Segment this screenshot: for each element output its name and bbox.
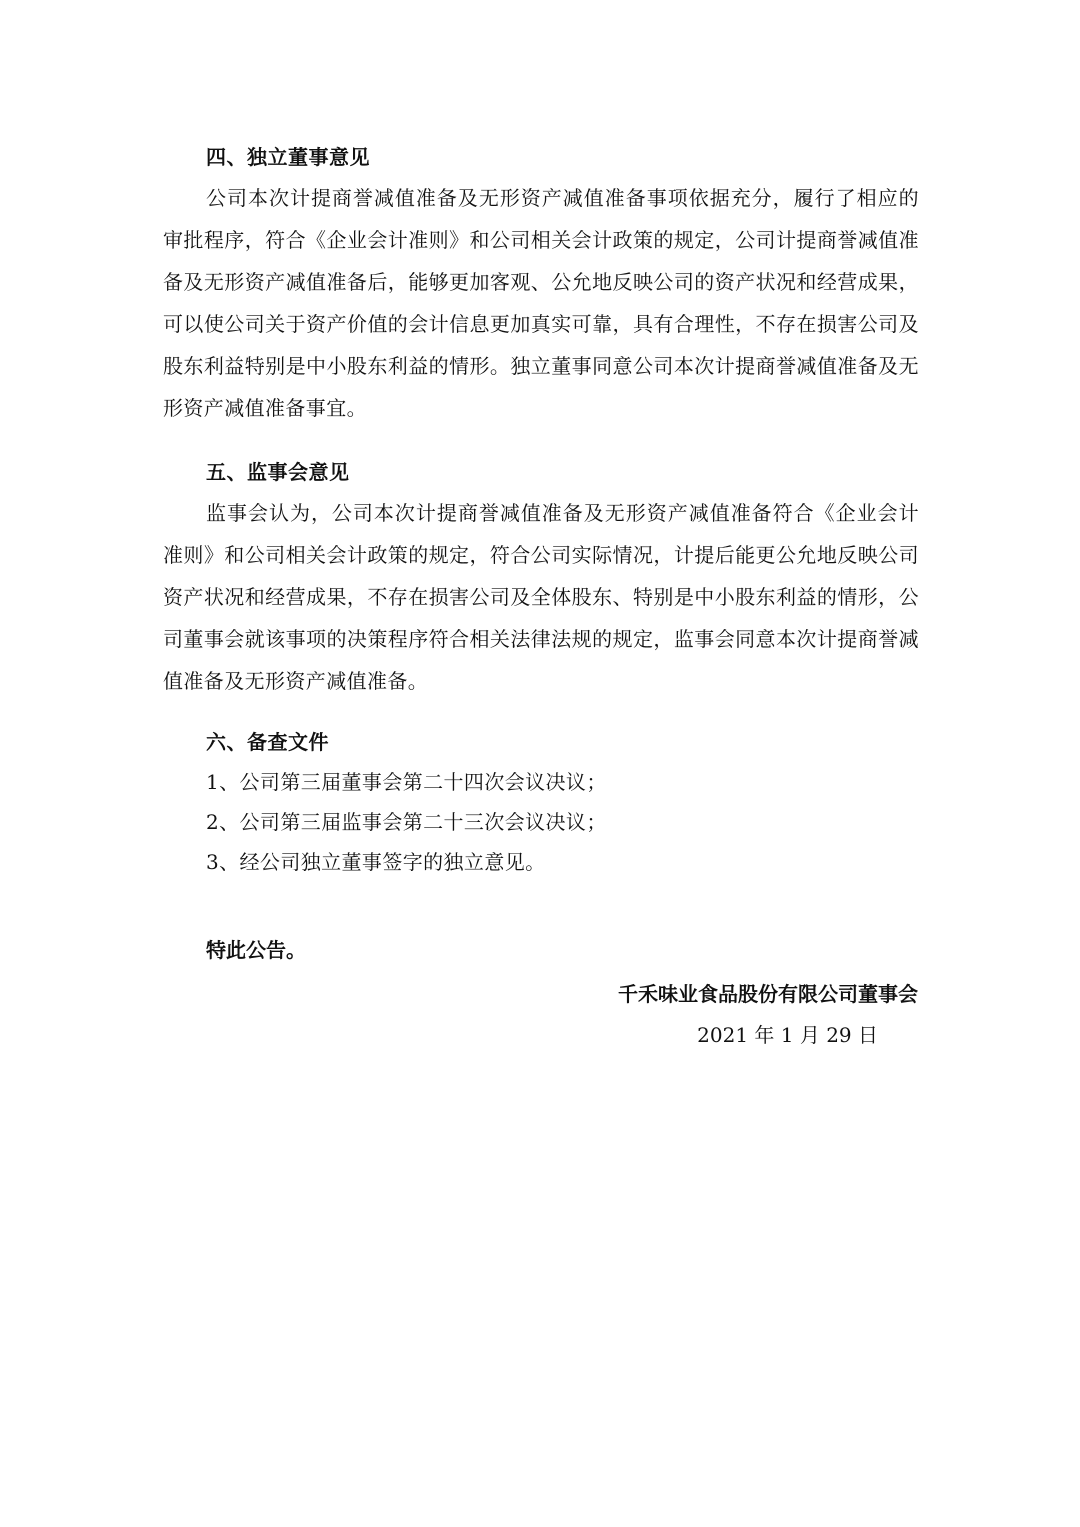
signer-name: 千禾味业食品股份有限公司董事会	[618, 982, 918, 1006]
section-heading: 六、备查文件	[206, 730, 329, 754]
closing-block	[163, 930, 919, 970]
section-heading: 五、监事会意见	[206, 460, 350, 484]
list-item: 2、公司第三届监事会第二十三次会议决议；	[206, 810, 607, 834]
closing-text: 特此公告。	[206, 938, 306, 962]
list-item: 3、经公司独立董事签字的独立意见。	[206, 850, 546, 874]
section-supervisory-board	[163, 452, 919, 702]
list-item: 1、公司第三届董事会第二十四次会议决议；	[206, 770, 607, 794]
section-independent-directors	[163, 137, 919, 429]
section-reference-documents	[163, 722, 919, 882]
section-paragraph: 监事会认为，公司本次计提商誉减值准备及无形资产减值准备符合《企业会计准则》和公司相关会计政策的规定，符合公司实际情况，计提后能更公允地反映公司资产状况和经营成果，不存在损害公司及全体股东、特别是中小股东利益的情形，公司董事会就该事项的决策程序符合相关法律法规的规定，监事会同意本次计提商誉减值准备及无形资产减值准备。	[163, 501, 919, 693]
section-paragraph: 公司本次计提商誉减值准备及无形资产减值准备事项依据充分，履行了相应的审批程序，符合《企业会计准则》和公司相关会计政策的规定，公司计提商誉减值准备及无形资产减值准备后，能够更加客观、公允地反映公司的资产状况和经营成果，可以使公司关于资产价值的会计信息更加真实可靠，具有合理性，不存在损害公司及股东利益特别是中小股东利益的情形。独立董事同意公司本次计提商誉减值准备及无形资产减值准备事宜。	[163, 186, 919, 420]
section-heading: 四、独立董事意见	[206, 145, 370, 169]
announcement-date: 2021 年 1 月 29 日	[697, 1023, 878, 1047]
